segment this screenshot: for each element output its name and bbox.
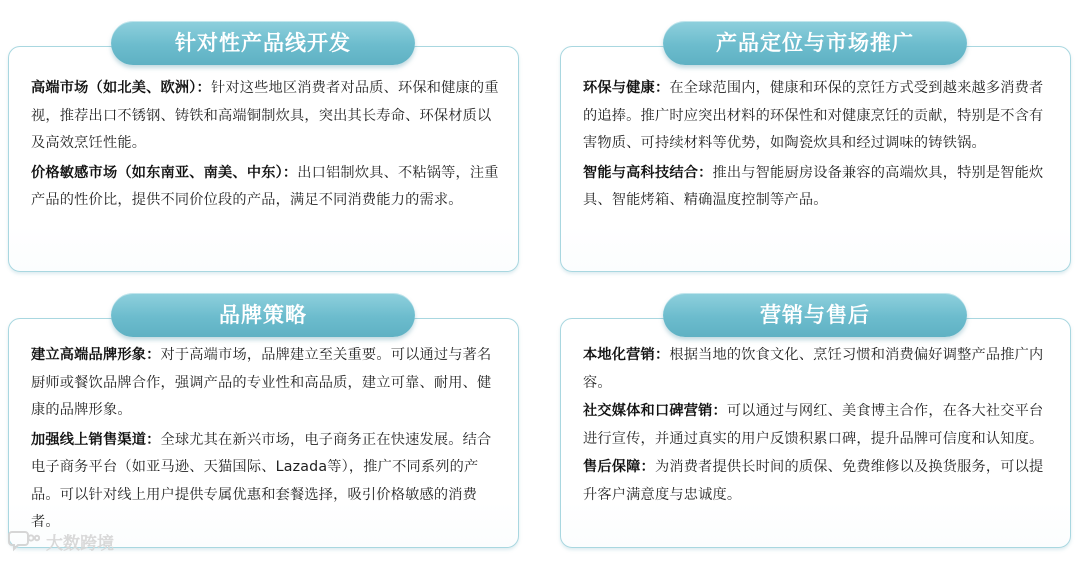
paragraph bbox=[31, 75, 501, 158]
paragraph bbox=[583, 75, 1053, 158]
paragraph bbox=[31, 342, 501, 425]
chat-bubble-icon bbox=[8, 530, 40, 552]
paragraph bbox=[583, 398, 1053, 453]
paragraph-text: 推出与智能厨房设备兼容的高端炊具，特别是智能炊具、智能烤箱、精确温度控制等产品。 bbox=[583, 164, 1044, 208]
paragraph-lead: 高端市场（如北美、欧洲）： bbox=[31, 80, 211, 96]
paragraph-lead: 加强线上销售渠道： bbox=[31, 431, 161, 448]
paragraph bbox=[583, 454, 1053, 509]
paragraph-lead: 智能与高科技结合： bbox=[583, 164, 713, 181]
paragraph bbox=[31, 160, 501, 215]
watermark-text: 大数跨境 bbox=[46, 533, 114, 554]
paragraph-text: 对于高端市场，品牌建立至关重要。可以通过与著名厨师或餐饮品牌合作，强调产品的专业性和高品质，建立可靠、耐用、健康的品牌形象。 bbox=[31, 347, 492, 418]
section-body-product-line bbox=[31, 75, 501, 215]
paragraph bbox=[31, 427, 501, 537]
paragraph-lead: 售后保障： bbox=[583, 459, 655, 475]
watermark bbox=[8, 528, 114, 554]
paragraph-text: 出口铝制炊具、不粘锅等，注重产品的性价比，提供不同价位段的产品，满足不同消费能力的需求。 bbox=[31, 164, 499, 208]
section-body-marketing-service bbox=[583, 342, 1053, 509]
section-title-product-line: 针对性产品线开发 bbox=[111, 21, 415, 65]
paragraph-lead: 价格敏感市场（如东南亚、南美、中东）： bbox=[31, 164, 298, 181]
paragraph bbox=[583, 342, 1053, 397]
section-body-brand-strategy bbox=[31, 342, 501, 537]
paragraph-lead: 本地化营销： bbox=[583, 347, 670, 363]
section-title-positioning: 产品定位与市场推广 bbox=[663, 21, 967, 65]
section-title-brand-strategy: 品牌策略 bbox=[111, 293, 415, 337]
paragraph bbox=[583, 160, 1053, 215]
paragraph-text: 针对这些地区消费者对品质、环保和健康的重视，推荐出口不锈钢、铸铁和高端铜制炊具，突出其长寿命、环保材质以及高效烹饪性能。 bbox=[31, 80, 499, 151]
section-body-positioning bbox=[583, 75, 1053, 215]
paragraph-text: 根据当地的饮食文化、烹饪习惯和消费偏好调整产品推广内容。 bbox=[583, 347, 1044, 391]
paragraph-lead: 环保与健康： bbox=[583, 80, 670, 96]
paragraph-lead: 社交媒体和口碑营销： bbox=[583, 403, 727, 419]
paragraph-lead: 建立高端品牌形象： bbox=[31, 347, 161, 363]
paragraph-text: 全球尤其在新兴市场，电子商务正在快速发展。结合电子商务平台（如亚马逊、天猫国际、Lazada等），推广不同系列的产品。可以针对线上用户提供专属优惠和套餐选择，吸引价格敏感的消费者。 bbox=[31, 431, 492, 530]
paragraph-text: 可以通过与网红、美食博主合作，在各大社交平台进行宣传，并通过真实的用户反馈积累口碑，提升品牌可信度和认知度。 bbox=[583, 403, 1044, 447]
paragraph-text: 在全球范围内，健康和环保的烹饪方式受到越来越多消费者的追捧。推广时应突出材料的环保性和对健康烹饪的贡献，特别是不含有害物质、可持续材料等优势，如陶瓷炊具和经过调味的铸铁锅。 bbox=[583, 80, 1044, 151]
section-title-marketing-service: 营销与售后 bbox=[663, 293, 967, 337]
paragraph-text: 为消费者提供长时间的质保、免费维修以及换货服务，可以提升客户满意度与忠诚度。 bbox=[583, 459, 1044, 503]
